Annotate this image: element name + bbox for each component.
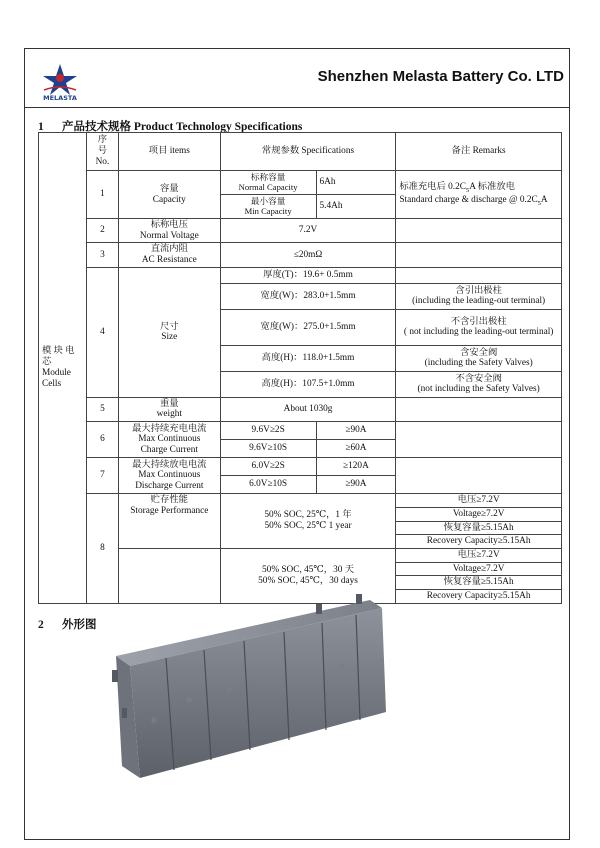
table-row <box>39 494 562 508</box>
group-label-cn: 模 块 电 芯 <box>42 346 75 368</box>
row-7-val-b: ≥90A <box>316 476 396 494</box>
row-4-thickness: 厚度(T)：19.6+ 0.5mm <box>220 267 396 283</box>
row-5-no: 5 <box>86 397 118 421</box>
row-2-remark <box>396 219 562 243</box>
row-8-b-remark-1: 电压≥7.2V <box>396 548 562 562</box>
company-name: Shenzhen Melasta Battery Co. LTD <box>317 68 564 85</box>
table-row <box>39 243 562 267</box>
row-8-a-remark-3: 恢复容量≥5.15Ah <box>396 521 562 535</box>
row-5-value: About 1030g <box>220 397 396 421</box>
row-6-val-a: ≥90A <box>316 422 396 440</box>
row-1-no: 1 <box>86 171 118 219</box>
row-6-no: 6 <box>86 422 118 458</box>
row-4-thickness-remark <box>396 267 562 283</box>
row-2-no: 2 <box>86 219 118 243</box>
row-8-a-remark-4: Recovery Capacity≥5.15Ah <box>396 535 562 549</box>
section-1-title: 产品技术规格 Product Technology Specifications <box>62 121 303 133</box>
row-4-width-2-remark: 不含引出极柱 ( not including the leading-out terminal) <box>396 309 562 345</box>
row-8-a-remark-2: Voltage≥7.2V <box>396 507 562 521</box>
row-4-height-2-remark: 不含安全阀 (not including the Safety Valves) <box>396 371 562 397</box>
row-3-no: 3 <box>86 243 118 267</box>
row-4-item: 尺寸 Size <box>118 267 220 397</box>
row-1-sub2-value: 5.4Ah <box>316 195 396 219</box>
row-4-width-2: 宽度(W)：275.0+1.5mm <box>220 309 396 345</box>
row-7-item: 最大持续放电电流 Max Continuous Discharge Current <box>118 458 220 494</box>
header-divider <box>24 107 569 108</box>
row-1-remark: 标准充电后 $0.2C_5A$ 标准放电 Standard charge & discharge @ $0.2C_5A$ <box>396 171 562 219</box>
row-8-b-remark-4: Recovery Capacity≥5.15Ah <box>396 589 562 603</box>
table-row <box>39 422 562 440</box>
row-6-item: 最大持续充电电流 Max Continuous Charge Current <box>118 422 220 458</box>
header-no: 序 号 No. <box>86 133 118 171</box>
table-row <box>39 219 562 243</box>
row-8-no: 8 <box>86 494 118 604</box>
row-2-value: 7.2V <box>220 219 396 243</box>
row-1-sub2-label: 最小容量 Min Capacity <box>220 195 316 219</box>
header-items: 项目 items <box>118 133 220 171</box>
row-8-cond-b: 50% SOC, 45℃，30 天 50% SOC, 45℃，30 days <box>220 548 396 603</box>
melasta-logo <box>38 62 82 102</box>
row-7-cond-a: 6.0V≥2S <box>220 458 316 476</box>
row-6-cond-b: 9.6V≥10S <box>220 440 316 458</box>
row-5-remark <box>396 397 562 421</box>
row-4-height-1: 高度(H)：118.0+1.5mm <box>220 345 396 371</box>
group-label-en: Module Cells <box>42 367 71 389</box>
table-header-row <box>39 133 562 171</box>
logo-text: MELASTA <box>43 94 77 102</box>
row-1-item: 容量 Capacity <box>118 171 220 219</box>
row-4-width-1: 宽度(W)：283.0+1.5mm <box>220 283 396 309</box>
row-8-b-remark-2: Voltage≥7.2V <box>396 562 562 576</box>
row-6-cond-a: 9.6V≥2S <box>220 422 316 440</box>
row-1-sub1-value: 6Ah <box>316 171 396 195</box>
row-4-no: 4 <box>86 267 118 397</box>
section-2-title: 外形图 <box>62 619 97 631</box>
battery-module-image <box>94 590 394 786</box>
row-7-remark <box>396 458 562 494</box>
row-4-height-1-remark: 含安全阀 (including the Safety Valves) <box>396 345 562 371</box>
row-8-item: 贮存性能 Storage Performance <box>118 494 220 549</box>
row-8-a-remark-1: 电压≥7.2V <box>396 494 562 508</box>
row-2-item: 标称电压 Normal Voltage <box>118 219 220 243</box>
table-row <box>39 397 562 421</box>
section-2-heading <box>38 616 97 632</box>
row-3-item: 直流内阻 AC Resistance <box>118 243 220 267</box>
header-specs: 常规参数 Specifications <box>220 133 396 171</box>
row-7-cond-b: 6.0V≥10S <box>220 476 316 494</box>
row-7-no: 7 <box>86 458 118 494</box>
row-4-height-2: 高度(H)：107.5+1.0mm <box>220 371 396 397</box>
row-7-val-a: ≥120A <box>316 458 396 476</box>
row-1-sub1-label: 标称容量 Normal Capacity <box>220 171 316 195</box>
table-row <box>39 458 562 476</box>
table-row <box>39 171 562 195</box>
row-3-remark <box>396 243 562 267</box>
row-6-val-b: ≥60A <box>316 440 396 458</box>
table-row <box>39 267 562 283</box>
section-2-number: 2 <box>38 619 44 631</box>
header-remarks: 备注 Remarks <box>396 133 562 171</box>
section-1-number: 1 <box>38 121 44 133</box>
row-3-value: ≤20mΩ <box>220 243 396 267</box>
row-4-width-1-remark: 含引出极柱 (including the leading-out terminal) <box>396 283 562 309</box>
group-label-cell <box>39 133 87 604</box>
row-5-item: 重量 weight <box>118 397 220 421</box>
row-8-cond-a: 50% SOC, 25℃，1 年 50% SOC, 25℃ 1 year <box>220 494 396 549</box>
row-6-remark <box>396 422 562 458</box>
spec-table <box>38 132 562 604</box>
row-8-b-remark-3: 恢复容量≥5.15Ah <box>396 576 562 590</box>
